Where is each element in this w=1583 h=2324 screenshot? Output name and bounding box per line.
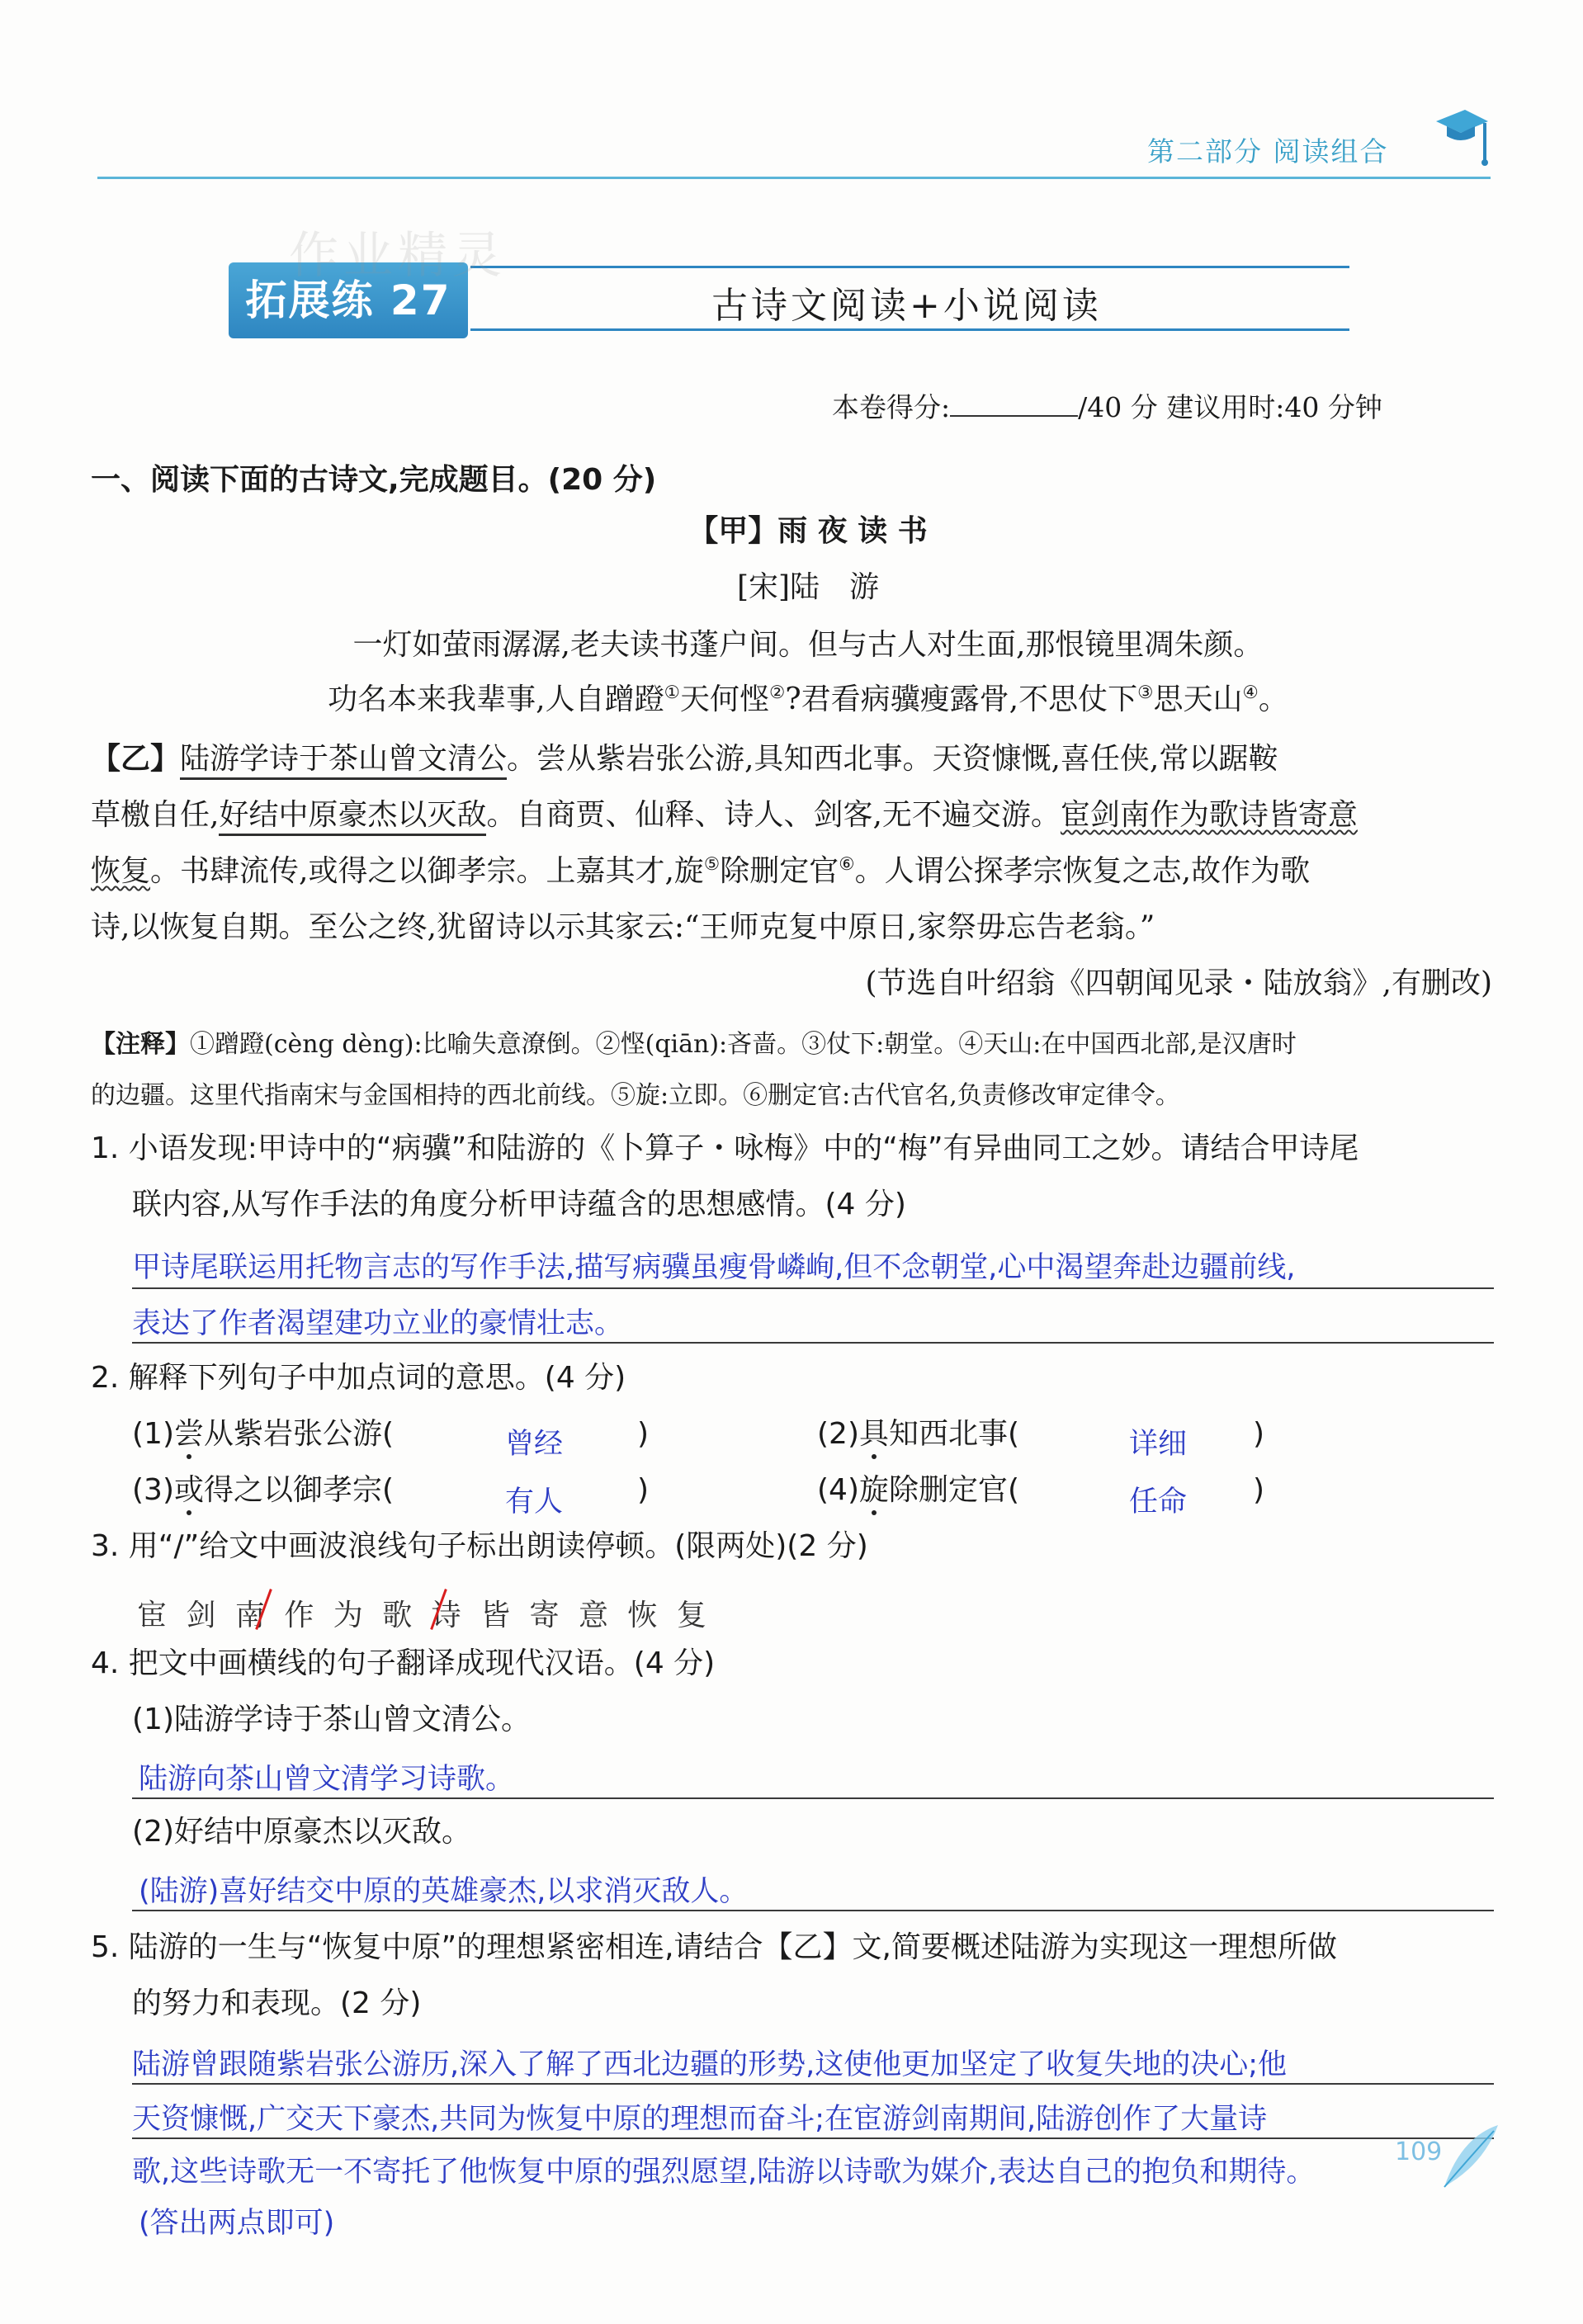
passage-text: 。自商贾、仙释、诗人、剑客,无不遍交游。 — [486, 798, 1061, 832]
passage-line-1 — [91, 741, 1278, 777]
footnote-ref: ⑤ — [703, 854, 721, 875]
q4-answer-2[interactable]: (陆游)喜好结交中原的英雄豪杰,以求消灭敌人。 — [139, 1875, 749, 1908]
q5-answer-4[interactable]: (答出两点即可) — [139, 2207, 335, 2240]
item-num: (2) — [817, 1417, 859, 1451]
notes-text: ①蹭蹬(cèng dèng):比喻失意潦倒。②悭(qiān):吝啬。③仗下:朝堂。④天山:在中国西北部,是汉唐时 — [190, 1030, 1297, 1059]
q2-answer-2[interactable]: 详细 — [1129, 1428, 1188, 1461]
score-line — [832, 386, 1382, 425]
footnote-ref: ① — [664, 683, 680, 703]
answer-line — [132, 1287, 1494, 1289]
wavy-sentence: 恢复 — [91, 854, 151, 888]
passage-text: 除删定官 — [720, 854, 839, 888]
paren-close: ) — [1253, 1473, 1265, 1507]
passage-text: 。尝从紫岩张公游,具知西北事。天资慷慨,喜任侠,常以踞鞍 — [507, 742, 1278, 776]
q2-answer-4[interactable]: 任命 — [1129, 1486, 1188, 1519]
answer-line — [132, 2137, 1494, 2139]
poem-line-2-part: 功名本来我辈事,人自蹭蹬 — [328, 683, 664, 716]
underlined-sentence-2: 好结中原豪杰以灭敌 — [219, 798, 486, 836]
item-text: 知西北事( — [889, 1417, 1020, 1451]
poem-line-1: 一灯如萤雨潺潺,老夫读书蓬户间。但与古人对生面,那恨镜里凋朱颜。 — [352, 628, 1264, 662]
q3-answer-sentence: 宦 剑 南 作 为 歌 诗 皆 寄 意 恢 复 — [137, 1599, 711, 1632]
q3-stem: 3. 用“/”给文中画波浪线句子标出朗读停顿。(限两处)(2 分) — [91, 1529, 868, 1563]
item-text: 除删定官( — [889, 1473, 1020, 1507]
feather-icon — [1436, 2121, 1502, 2195]
answer-line — [132, 2083, 1494, 2085]
footnote-ref: ④ — [1242, 683, 1259, 703]
notes-label: 【注释】 — [91, 1030, 190, 1059]
item-text: 从紫岩张公游( — [204, 1417, 395, 1451]
passage-text: 。人谓公探孝宗恢复之志,故作为歌 — [854, 854, 1311, 888]
watermark: 作业精灵 — [289, 227, 507, 285]
footnote-ref: ⑥ — [839, 854, 855, 875]
dotted-char: 具 — [859, 1417, 890, 1451]
footnote-ref: ③ — [1137, 683, 1154, 703]
q2-answer-3[interactable]: 有人 — [505, 1486, 564, 1519]
dotted-char: 或 — [174, 1473, 205, 1507]
passage-line-3 — [91, 853, 1310, 889]
q1-answer-2[interactable]: 表达了作者渴望建功立业的豪情壮志。 — [132, 1307, 624, 1340]
paren-close: ) — [637, 1473, 650, 1507]
q1-answer-1[interactable]: 甲诗尾联运用托物言志的写作手法,描写病骥虽瘦骨嶙峋,但不念朝堂,心中渴望奔赴边疆前线, — [132, 1251, 1296, 1284]
score-label: 本卷得分: — [832, 391, 951, 423]
q4-sentence-1: (1)陆游学诗于茶山曾文清公。 — [132, 1703, 531, 1736]
title-rule-bottom — [470, 328, 1349, 331]
item-num: (1) — [132, 1417, 174, 1451]
q1-stem-2: 联内容,从写作手法的角度分析甲诗蕴含的思想感情。(4 分) — [132, 1188, 906, 1221]
q5-answer-3[interactable]: 歌,这些诗歌无一不寄托了他恢复中原的强烈愿望,陆游以诗歌为媒介,表达自己的抱负和期待。 — [132, 2156, 1316, 2189]
q4-answer-1[interactable]: 陆游向茶山曾文清学习诗歌。 — [139, 1763, 515, 1796]
notes-line-1 — [91, 1023, 1297, 1060]
wavy-sentence: 宦剑南作为歌诗皆寄意 — [1060, 798, 1358, 832]
q2-item-4 — [817, 1472, 1019, 1508]
poem-line-2-part: 。 — [1258, 683, 1288, 716]
poem-line-2-part: 天何悭 — [679, 683, 769, 716]
passage-line-2 — [91, 797, 1358, 833]
q5-stem-2: 的努力和表现。(2 分) — [132, 1986, 422, 2020]
q2-item-2 — [817, 1416, 1019, 1452]
exercise-title-badge: 拓展练 27 — [229, 262, 468, 338]
passage-line-4: 诗,以恢复自期。至公之终,犹留诗以示其家云:“王师克复中原日,家祭毋忘告老翁。” — [91, 910, 1155, 944]
score-blank[interactable] — [950, 392, 1078, 417]
dotted-char: 旋 — [859, 1473, 890, 1507]
q5-answer-2[interactable]: 天资慷慨,广交天下豪杰,共同为恢复中原的理想而奋斗;在宦游剑南期间,陆游创作了大量诗 — [132, 2103, 1268, 2136]
paren-close: ) — [637, 1417, 650, 1451]
title-rule-top — [470, 266, 1349, 268]
passage-text: 草檄自任, — [91, 798, 220, 832]
poem-title: 【甲】雨 夜 读 书 — [688, 513, 928, 548]
header-rule — [97, 177, 1491, 179]
poem-line-2-part: ?君看病骥瘦露骨,不思仗下 — [785, 683, 1138, 716]
q5-stem-1: 5. 陆游的一生与“恢复中原”的理想紧密相连,请结合【乙】文,简要概述陆游为实现这一理想所做 — [91, 1930, 1337, 1964]
q2-answer-1[interactable]: 曾经 — [505, 1428, 564, 1461]
dotted-char: 尝 — [174, 1417, 205, 1451]
notes-line-2: 的边疆。这里代指南宋与金国相持的西北前线。⑤旋:立即。⑥删定官:古代官名,负责修改审定律令。 — [91, 1081, 1180, 1110]
q4-stem: 4. 把文中画横线的句子翻译成现代汉语。(4 分) — [91, 1646, 716, 1680]
passage-source: (节选自叶绍翁《四朝闻见录・陆放翁》,有删改) — [865, 966, 1492, 1000]
passage-label: 【乙】 — [91, 741, 181, 776]
passage-text: 。书肆流传,或得之以御孝宗。上嘉其才,旋 — [150, 854, 704, 888]
q1-stem-1: 1. 小语发现:甲诗中的“病骥”和陆游的《卜算子・咏梅》中的“梅”有异曲同工之妙。请结合甲诗尾 — [91, 1131, 1359, 1165]
poem-line-2-part: 思天山 — [1153, 683, 1243, 716]
poem-line-2 — [0, 682, 1583, 717]
q2-item-1 — [132, 1416, 394, 1452]
part1-heading: 一、阅读下面的古诗文,完成题目。(20 分) — [91, 463, 657, 497]
answer-line — [132, 1910, 1494, 1911]
score-suffix: /40 分 建议用时:40 分钟 — [1078, 391, 1382, 423]
q2-item-3 — [132, 1472, 394, 1508]
page-number: 109 — [1395, 2137, 1443, 2166]
footnote-ref: ② — [768, 683, 786, 703]
underlined-sentence-1: 陆游学诗于茶山曾文清公 — [180, 742, 507, 780]
exercise-subtitle: 古诗文阅读+小说阅读 — [711, 285, 1102, 327]
answer-line — [132, 1342, 1494, 1344]
poem-author: [宋]陆 游 — [736, 570, 880, 604]
q2-stem: 2. 解释下列句子中加点词的意思。(4 分) — [91, 1361, 626, 1395]
q5-answer-1[interactable]: 陆游曾跟随紫岩张公游历,深入了解了西北边疆的形势,这使他更加坚定了收复失地的决心;他 — [132, 2048, 1288, 2081]
item-text: 得之以御孝宗( — [204, 1473, 395, 1507]
item-num: (4) — [817, 1473, 859, 1507]
graduation-cap-icon — [1432, 103, 1490, 169]
q4-sentence-2: (2)好结中原豪杰以灭敌。 — [132, 1815, 471, 1849]
paren-close: ) — [1253, 1417, 1265, 1451]
item-num: (3) — [132, 1473, 174, 1507]
section-label: 第二部分 阅读组合 — [1147, 135, 1389, 168]
answer-line — [132, 1797, 1494, 1799]
